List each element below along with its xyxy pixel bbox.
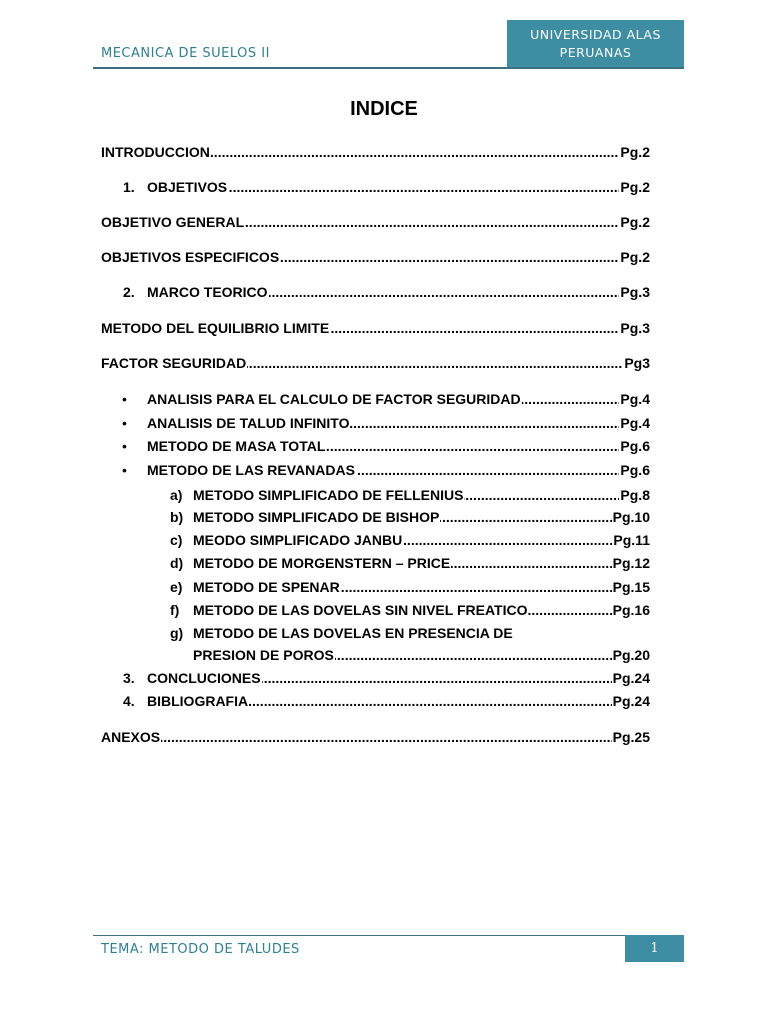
toc-entry-label: PRESION DE POROS [193, 647, 334, 663]
toc-entry-marker: 3. [123, 670, 135, 686]
toc-entry-page: Pg.3 [620, 320, 650, 336]
toc-entry-label: ANALISIS PARA EL CALCULO DE FACTOR SEGURIDAD [147, 391, 521, 407]
toc-entry-label: METODO SIMPLIFICADO DE FELLENIUS [193, 487, 464, 503]
toc-entry [101, 438, 650, 456]
toc-entry [101, 355, 650, 373]
toc-entry-page: Pg.2 [620, 214, 650, 230]
toc-entry [101, 462, 650, 480]
toc-entry-marker: b) [170, 509, 184, 525]
toc-entry [101, 625, 650, 643]
toc-entry-label: METODO DE MORGENSTERN – PRICE [193, 555, 451, 571]
toc-entry-page: Pg.12 [612, 555, 650, 571]
toc-dot-leader [101, 729, 650, 745]
toc-entry-marker: e) [170, 579, 183, 595]
toc-entry [101, 693, 650, 711]
toc-entry-label: BIBLIOGRAFIA [147, 693, 249, 709]
toc-entry [101, 532, 650, 550]
toc-entry-label: FACTOR SEGURIDAD [101, 355, 247, 371]
toc-entry [101, 729, 650, 747]
header-university-box [507, 20, 684, 68]
toc-entry-page: Pg.24 [612, 670, 650, 686]
toc-entry [101, 144, 650, 162]
toc-entry [101, 249, 650, 267]
header-divider [93, 67, 684, 69]
toc-entry-label: MARCO TEORICO [147, 284, 268, 300]
footer-page-number: 1 [625, 935, 684, 962]
toc-entry [101, 509, 650, 527]
toc-entry [101, 670, 650, 688]
toc-entry-label: METODO DEL EQUILIBRIO LIMITE [101, 320, 330, 336]
toc-entry-label: METODO SIMPLIFICADO DE BISHOP [193, 509, 440, 525]
toc-entry-label: CONCLUCIONES [147, 670, 261, 686]
toc-entry-page: Pg.10 [612, 509, 650, 525]
toc-entry [101, 602, 650, 620]
toc-entry [101, 647, 650, 665]
toc-entry-label: METODO DE LAS DOVELAS EN PRESENCIA DE [193, 625, 513, 641]
toc-entry-label: INTRODUCCION [101, 144, 210, 160]
toc-entry-page: Pg.20 [612, 647, 650, 663]
toc-entry-label: METODO DE MASA TOTAL [147, 438, 326, 454]
toc-entry-page: Pg.15 [612, 579, 650, 595]
toc-entry-page: Pg.2 [620, 144, 650, 160]
toc-entry-label: ANALISIS DE TALUD INFINITO [147, 415, 350, 431]
toc-entry [101, 579, 650, 597]
toc-entry [101, 415, 650, 433]
toc-entry [101, 487, 650, 505]
toc-entry-page: Pg.8 [620, 487, 650, 503]
toc-entry-marker: • [122, 391, 127, 407]
footer-topic: TEMA: METODO DE TALUDES [101, 942, 300, 957]
toc-entry-page: Pg.11 [613, 532, 650, 548]
toc-entry-label: METODO DE LAS DOVELAS SIN NIVEL FREATICO [193, 602, 528, 618]
toc-entry [101, 179, 650, 197]
toc-entry [101, 320, 650, 338]
toc-entry-label: OBJETIVO GENERAL [101, 214, 245, 230]
footer-divider [93, 935, 625, 936]
toc-entry-page: Pg.25 [612, 729, 650, 745]
toc-entry-label: MEODO SIMPLIFICADO JANBU [193, 532, 403, 548]
toc-entry-page: Pg.16 [612, 602, 650, 618]
toc-entry-label: METODO DE LAS REVANADAS [147, 462, 355, 478]
toc-entry [101, 284, 650, 302]
toc-entry [101, 555, 650, 573]
toc-entry-marker: • [122, 462, 127, 478]
toc-entry-marker: 4. [123, 693, 135, 709]
toc-entry-marker: 1. [123, 179, 135, 195]
toc-entry-label: METODO DE SPENAR [193, 579, 340, 595]
toc-entry [101, 214, 650, 232]
toc-entry-page: Pg.2 [620, 179, 650, 195]
toc-entry-marker: a) [170, 487, 183, 503]
toc-entry-marker: • [122, 415, 127, 431]
toc-entry-marker: g) [170, 625, 184, 641]
toc-entry-label: OBJETIVOS [147, 179, 228, 195]
toc-entry [101, 391, 650, 409]
header-course-title: MECANICA DE SUELOS II [101, 46, 270, 61]
toc-entry-marker: • [122, 438, 127, 454]
toc-entry-page: Pg.3 [620, 284, 650, 300]
toc-entry-page: Pg3 [624, 355, 650, 371]
toc-entry-marker: f) [170, 602, 180, 618]
toc-entry-page: Pg.4 [620, 391, 650, 407]
toc-entry-marker: 2. [123, 284, 135, 300]
toc-entry-page: Pg.6 [620, 438, 650, 454]
header-university-label: UNIVERSIDAD ALAS PERUANAS [530, 27, 661, 60]
toc-entry-page: Pg.4 [620, 415, 650, 431]
toc-entry-marker: d) [170, 555, 184, 571]
toc-entry-marker: c) [170, 532, 183, 548]
toc-entry-page: Pg.2 [620, 249, 650, 265]
toc-entry-page: Pg.24 [612, 693, 650, 709]
page-title: INDICE [350, 98, 418, 120]
toc-entry-label: ANEXOS [101, 729, 161, 745]
toc-entry-label: OBJETIVOS ESPECIFICOS [101, 249, 280, 265]
toc-entry-page: Pg.6 [620, 462, 650, 478]
